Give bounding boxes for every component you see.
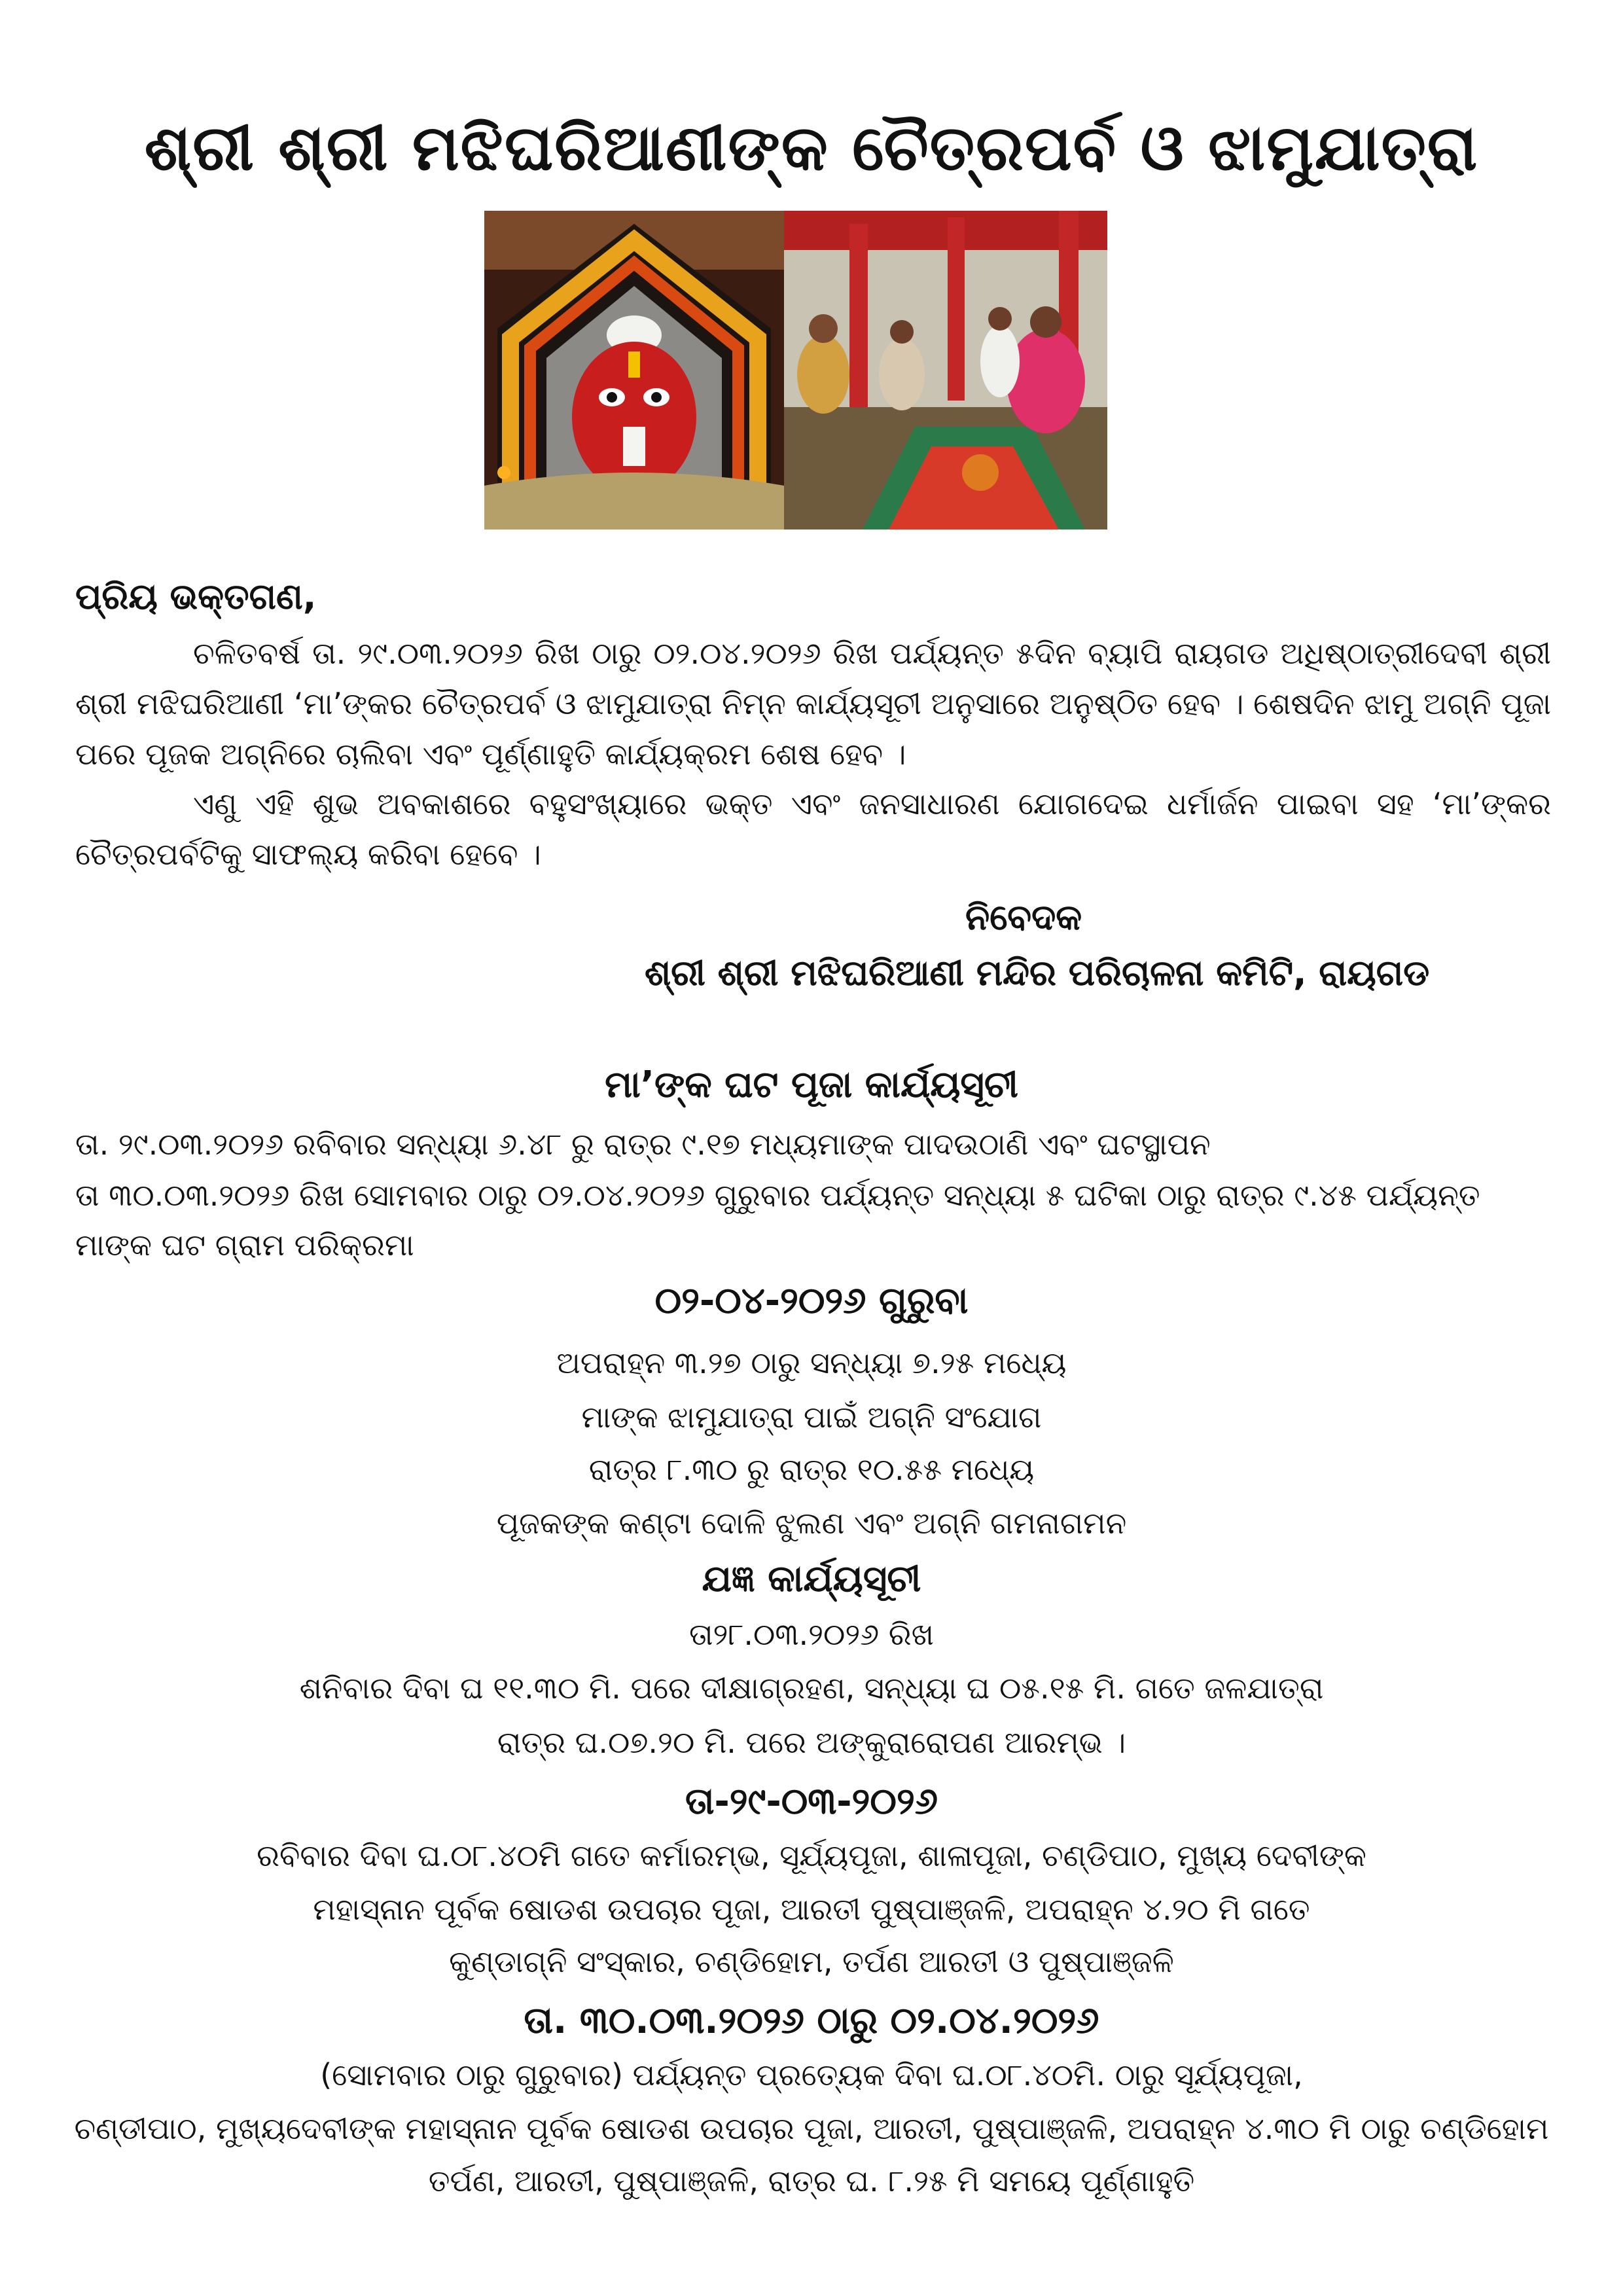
deity-photo [484, 211, 784, 529]
intro-paragraph: ଚଳିତବର୍ଷ ତା. ୨୯.୦୩.୨୦୨୬ ରିଖ ଠାରୁ ୦୨.୦୪.୨୦୨୬ ରିଖ ପର୍ଯ୍ୟନ୍ତ ୫ଦିନ ବ୍ୟାପି ରାୟଗଡ ଅଧିଷ୍ଠାତ୍ରୀଦେବୀ ଶ୍ରୀ ଶ୍ରୀ ମଝିଘରିଆଣୀ ‘ମା’ଙ୍କର ଚୈତ୍ରପର୍ବ ଓ ଝାମୁଯାତ୍ରା ନିମ୍ନ କାର୍ଯ୍ୟସୂଚୀ ଅନୁସାରେ ଅନୁଷ୍ଠିତ ହେବ । ଶେଷଦିନ ଝାମୁ ଅଗ୍ନି ପୂଜା ପରେ ପୂଜକ ଅଗ୍ନିରେ ଚାଲିବା ଏବଂ ପୂର୍ଣ୍ଣାହୁତି କାର୍ଯ୍ୟକ୍ରମ ଶେଷ ହେବ । [75, 636, 1551, 772]
sunday-line-2: ମହାସ୍ନାନ ପୂର୍ବକ ଷୋଡଶ ଉପଚାର ପୂଜା, ଆରତୀ ପୁଷ୍ପାଞ୍ଜଳି, ଅପରାହ୍ନ ୪.୨୦ ମି ଗତେ [313, 1892, 1310, 1927]
sunday-heading: ତା-୨୯-୦୩-୨୦୨୬ [685, 1780, 938, 1823]
deity-photo-art [484, 211, 784, 529]
ghata-line-2: ତା ୩୦.୦୩.୨୦୨୬ ରିଖ ସୋମବାର ଠାରୁ ୦୨.୦୪.୨୦୨୬ ଗୁରୁବାର ପର୍ଯ୍ୟନ୍ତ ସନ୍ଧ୍ୟା ୫ ଘଟିକା ଠାରୁ ରାତ୍ର ୯.୪୫ ପର୍ଯ୍ୟନ୍ତ [75, 1177, 1480, 1213]
thursday-line-2: ମାଙ୍କ ଝାମୁଯାତ୍ରା ପାଇଁ ଅଗ୍ନି ସଂଯୋଗ [581, 1399, 1042, 1435]
greeting: ପ୍ରିୟ ଭକ୍ତଗଣ, [75, 576, 317, 617]
appeal-paragraph: ଏଣୁ ଏହି ଶୁଭ ଅବକାଶରେ ବହୁସଂଖ୍ୟାରେ ଭକ୍ତ ଏବଂ ଜନସାଧାରଣ ଯୋଗଦେଇ ଧର୍ମାର୍ଜନ ପାଇବା ସହ ‘ମା’ଙ୍କର ଚୈତ୍ରପର୍ବଟିକୁ ସାଫଲ୍ୟ କରିବା ହେବେ । [75, 786, 1551, 872]
sunday-line-1: ରବିବାର ଦିବା ଘ.୦୮.୪୦ମି ଗତେ କର୍ମାରମ୍ଭ, ସୂର୍ଯ୍ୟପୂଜା, ଶାଳାପୂଜା, ଚଣ୍ଡିପାଠ, ମୁଖ୍ୟ ଦେବୀଙ୍କ [257, 1838, 1366, 1873]
signature-committee: ଶ୍ରୀ ଶ୍ରୀ ମଝିଘରିଆଣୀ ମନ୍ଦିର ପରିଚାଳନା କମିଟି, ରାୟଗଡ [645, 952, 1430, 994]
range-line-3: ତର୍ପଣ, ଆରତୀ, ପୁଷ୍ପାଞ୍ଜଳି, ରାତ୍ର ଘ. ୮.୨୫ ମି ସମୟେ ପୂର୍ଣ୍ଣାହୁତି [428, 2163, 1195, 2198]
thursday-line-4: ପୂଜକଙ୍କ କଣ୍ଟା ଦୋଳି ଝୁଲଣ ଏବଂ ଅଗ୍ନି ଗମନାଗମନ [496, 1505, 1127, 1541]
range-line-1: (ସୋମବାର ଠାରୁ ଗୁରୁବାର) ପର୍ଯ୍ୟନ୍ତ ପ୍ରତ୍ୟେକ ଦିବା ଘ.୦୮.୪୦ମି. ଠାରୁ ସୂର୍ଯ୍ୟପୂଜା, [320, 2057, 1303, 2092]
thursday-line-3: ରାତ୍ର ୮.୩୦ ରୁ ରାତ୍ର ୧୦.୫୫ ମଧ୍ୟେ [588, 1452, 1035, 1487]
puja-photo [784, 211, 1107, 529]
yajna-line-1: ତା୨୮.୦୩.୨୦୨୬ ରିଖ [688, 1617, 935, 1652]
thursday-heading: ୦୨-୦୪-୨୦୨୬ ଗୁରୁବା [654, 1280, 969, 1322]
ghata-heading: ମା’ଙ୍କ ଘଟ ପୂଜା କାର୍ଯ୍ୟସୂଚୀ [605, 1064, 1018, 1106]
page-title: ଶ୍ରୀ ଶ୍ରୀ ମଝିଘରିଆଣୀଙ୍କ ଚୈତ୍ରପର୍ବ ଓ ଝାମୁଯାତ୍ରା [144, 111, 1479, 185]
ghata-line-3: ମାଙ୍କ ଘଟ ଗ୍ରାମ ପରିକ୍ରମା [75, 1227, 414, 1263]
range-heading: ତା. ୩୦.୦୩.୨୦୨୬ ଠାରୁ ୦୨.୦୪.୨୦୨୬ [524, 2000, 1099, 2042]
yajna-heading: ଯଜ୍ଞ କାର୍ଯ୍ୟସୂଚୀ [702, 1558, 921, 1600]
yajna-line-3: ରାତ୍ର ଘ.୦୭.୨୦ ମି. ପରେ ଅଙ୍କୁରାରୋପଣ ଆରମ୍ଭ । [497, 1725, 1126, 1760]
yajna-line-2: ଶନିବାର ଦିବା ଘ ୧୧.୩୦ ମି. ପରେ ଦୀକ୍ଷାଗ୍ରହଣ, ସନ୍ଧ୍ୟା ଘ ୦୫.୧୫ ମି. ଗତେ ଜଳଯାତ୍ରା [299, 1670, 1324, 1706]
ghata-line-1: ତା. ୨୯.୦୩.୨୦୨୬ ରବିବାର ସନ୍ଧ୍ୟା ୬.୪୮ ରୁ ରାତ୍ର ୯.୧୭ ମଧ୍ୟମାଙ୍କ ପାଦଉଠାଣି ଏବଂ ଘଟସ୍ଥାପନ [75, 1126, 1211, 1162]
signature-label: ନିବେଦକ [965, 897, 1082, 938]
puja-photo-art [784, 211, 1107, 529]
sunday-line-3: କୁଣ୍ଡାଗ୍ନି ସଂସ୍କାର, ଚଣ୍ଡିହୋମ, ତର୍ପଣ ଆରତୀ ଓ ପୁଷ୍ପାଞ୍ଜଳି [449, 1944, 1174, 1979]
range-line-2: ଚଣ୍ଡୀପାଠ, ମୁଖ୍ୟଦେବୀଙ୍କ ମହାସ୍ନାନ ପୂର୍ବକ ଷୋଡଶ ଉପଚାର ପୂଜା, ଆରତୀ, ପୁଷ୍ପାଞ୍ଜଳି, ଅପରାହ୍ନ ୪.୩୦ ମି ଠାରୁ ଚଣ୍ଡିହୋମ [74, 2111, 1549, 2146]
thursday-line-1: ଅପରାହ୍ନ ୩.୨୭ ଠାରୁ ସନ୍ଧ୍ୟା ୭.୨୫ ମଧ୍ୟେ [556, 1345, 1067, 1380]
